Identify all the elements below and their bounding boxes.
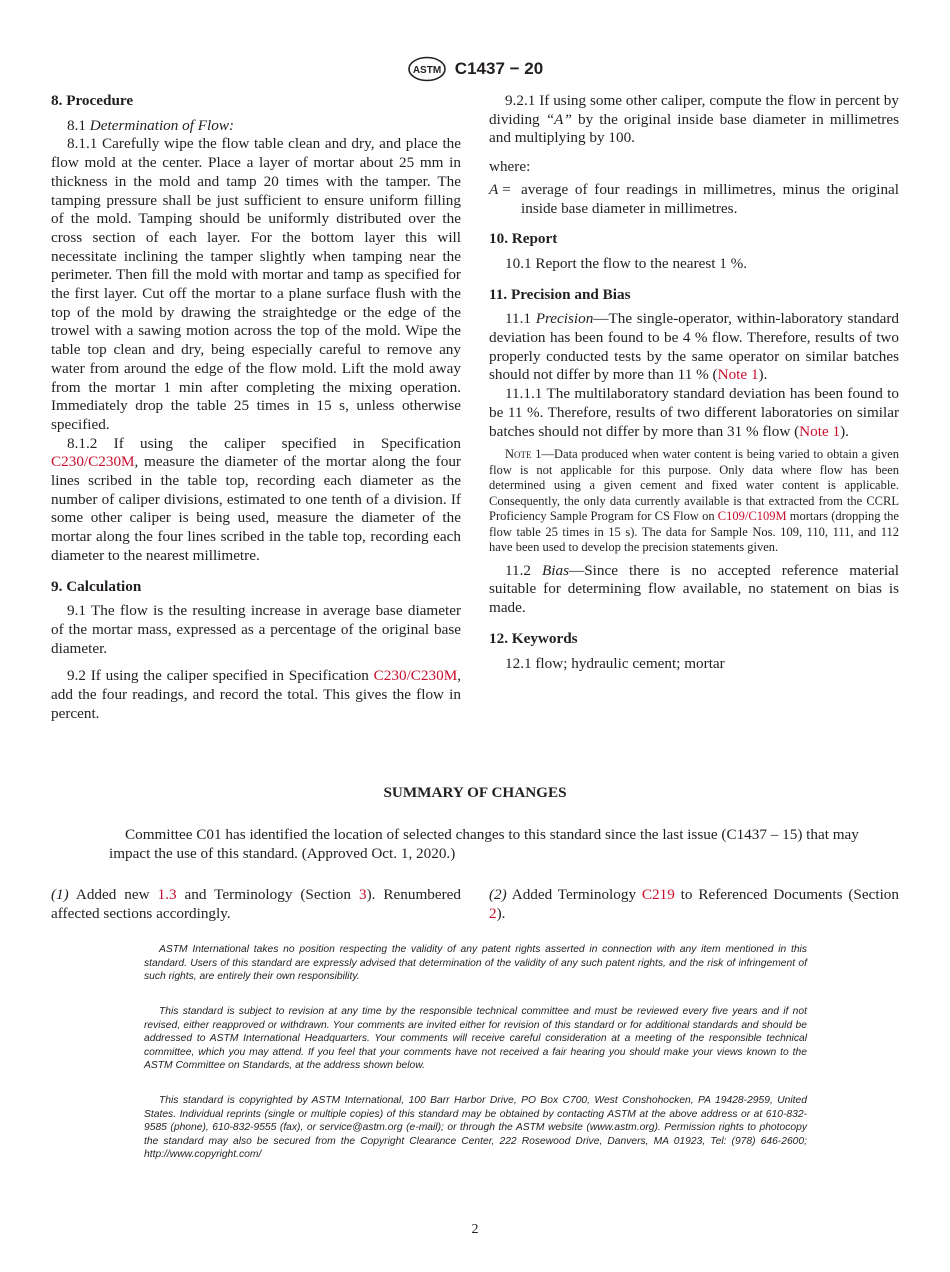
paragraph-8-1: 8.1 Determination of Flow: bbox=[67, 116, 235, 134]
change-item-2: (2) Added Terminology C219 to Referenced Documents (Section 2). bbox=[489, 886, 899, 922]
paragraph-9-2-1: 9.2.1 If using some other caliper, compute the flow in percent by dividing “A” by the original inside base diameter in millimetres and multiplying by 100. bbox=[489, 92, 900, 147]
link-section-2[interactable]: 2 bbox=[489, 904, 497, 922]
link-note-1[interactable]: Note 1 bbox=[799, 422, 841, 440]
section-heading-precision-bias: 11. Precision and Bias bbox=[489, 285, 631, 303]
page-number: 2 bbox=[471, 1222, 479, 1237]
page-header bbox=[0, 56, 950, 82]
link-c230[interactable]: C230/C230M bbox=[51, 453, 135, 471]
paragraph-11-1-1: 11.1.1 The multilaboratory standard deviation has been found to be 11 %. Therefore, results of two different laboratories on similar batches should not differ by more than 31 % flow (Note 1). bbox=[489, 385, 899, 440]
standard-designation: C1437 − 20 bbox=[454, 59, 544, 78]
paragraph-8-1-1: 8.1.1 Carefully wipe the flow table clean and dry, and place the flow mold at the center. Place a layer of mortar about 25 mm in thickness in the mold and tamp 20 times with the tamper. The tamping pressure shall be just sufficient to ensure uniform filling of the mold. Tamping should be uniformly distributed over the cross section of each layer. For the bottom layer this will necessitate inclining the tamper slightly when tamping near the perimeter. Then fill the mold with mortar and tamp as specified for the first layer. Cut off the mortar to a plane surface flush with the top of the mold by drawing the straightedge or the edge of the trowel with a sawing motion across the top of the mold. Wipe the table top clean and dry, being especially careful to remove any water from around the edge of the flow mold. Lift the mold away from the mortar 1 min after completing the mixing operation. Immediately drop the table 25 times in 15 s, unless otherwise specified. bbox=[51, 135, 461, 433]
link-c219[interactable]: C219 bbox=[641, 886, 675, 903]
link-c230[interactable]: C230/C230M bbox=[373, 667, 458, 685]
link-section-1-3[interactable]: 1.3 bbox=[157, 886, 177, 903]
paragraph-12-1: 12.1 flow; hydraulic cement; mortar bbox=[505, 654, 725, 672]
note-1: Note 1—Data produced when water content is being varied to obtain a given flow is not applicable for this purpose. Only data where flow has been determined using a given cement and fixed water content is applicable. Consequently, the only data currently available is that extracted from the CCRL Proficiency Sample Program for CS Flow on C109/C109M mortars (dropping the flow table 25 times in 15 s). The data for Sample Nos. 109, 110, 111, and 112 have been used to develop the precision statements given. bbox=[489, 447, 899, 555]
definition-a: A = average of four readings in millimetres, minus the original inside base diameter in millimetres. bbox=[489, 180, 899, 217]
where-label: where: bbox=[489, 158, 531, 176]
astm-logo-icon bbox=[407, 56, 447, 82]
link-c109[interactable]: C109/C109M bbox=[717, 509, 787, 524]
svg-text:ASTM: ASTM bbox=[412, 65, 441, 76]
copyright-notice: This standard is copyrighted by ASTM International, 100 Barr Harbor Drive, PO Box C700, West Conshohocken, PA 19428-2959, United States. Individual reprints (single or multiple copies) of this standard may be obtained by contacting ASTM at the above address or at 610-832-9585 (phone), 610-832-9555 (fax), or service@astm.org (e-mail); or through the ASTM website (www.astm.org). Permission rights to photocopy the standard may also be secured from the Copyright Clearance Center, 222 Rosewood Drive, Danvers, MA 01923, Tel: (978) 646-2600; http://www.copyright.com/ bbox=[144, 1095, 807, 1160]
paragraph-9-1: 9.1 The flow is the resulting increase in average base diameter of the mortar mass, expressed as a percentage of the original base diameter. bbox=[51, 602, 461, 657]
change-item-1: (1) Added new 1.3 and Terminology (Section 3). Renumbered affected sections accordingly. bbox=[51, 886, 461, 922]
paragraph-11-2: 11.2 Bias—Since there is no accepted reference material suitable for determining flow available, no statement on bias is made. bbox=[489, 561, 900, 617]
left-column bbox=[51, 92, 461, 724]
link-section-3[interactable]: 3 bbox=[358, 886, 367, 903]
summary-title: SUMMARY OF CHANGES bbox=[383, 784, 567, 801]
patent-notice: ASTM International takes no position respecting the validity of any patent rights asserted in connection with any item mentioned in this standard. Users of this standard are expressly advised that determination of the validity of any such patent rights, and the risk of infringement of such rights, are entirely their own responsibility. bbox=[144, 944, 807, 982]
paragraph-9-2: 9.2 If using the caliper specified in Specification C230/C230M, add the four readings, and record the total. This gives the flow in percent. bbox=[51, 667, 461, 722]
paragraph-10-1: 10.1 Report the flow to the nearest 1 %. bbox=[505, 254, 748, 272]
paragraph-8-1-2: 8.1.2 If using the caliper specified in Specification C230/C230M, measure the diameter of the mortar along the four lines scribed in the table top, recording each diameter as the number of caliper divisions, estimated to one tenth of a division. If some other caliper is being used, measure the diameter of the mortar along the four lines scribed in the table top, recording each diameter to the nearest millimetre. bbox=[51, 434, 461, 564]
summary-intro: Committee C01 has identified the location of selected changes to this standard since the last issue (C1437 – 15) that may impact the use of this standard. (Approved Oct. 1, 2020.) bbox=[109, 826, 859, 862]
paragraph-11-1: 11.1 Precision—The single-operator, within-laboratory standard deviation has been found to be 4 % flow. Therefore, results of two properly conducted tests by the same operator on similar batches should not differ by more than 11 % (Note 1). bbox=[489, 310, 900, 384]
section-heading-keywords: 12. Keywords bbox=[489, 629, 578, 647]
right-column bbox=[489, 92, 899, 673]
section-heading-report: 10. Report bbox=[489, 230, 558, 248]
link-note-1[interactable]: Note 1 bbox=[717, 366, 759, 384]
revision-notice: This standard is subject to revision at any time by the responsible technical committee and must be reviewed every five years and if not revised, either reapproved or withdrawn. Your comments are invited either for revision of this standard or for additional standards and should be addressed to ASTM International Headquarters. Your comments will receive careful consideration at a meeting of the responsible technical committee, which you may attend. If you feel that your comments have not received a fair hearing you should make your views known to the ASTM Committee on Standards, at the address shown below. bbox=[144, 1006, 807, 1071]
section-heading-calculation: 9. Calculation bbox=[51, 577, 142, 595]
section-heading-procedure: 8. Procedure bbox=[51, 92, 134, 109]
